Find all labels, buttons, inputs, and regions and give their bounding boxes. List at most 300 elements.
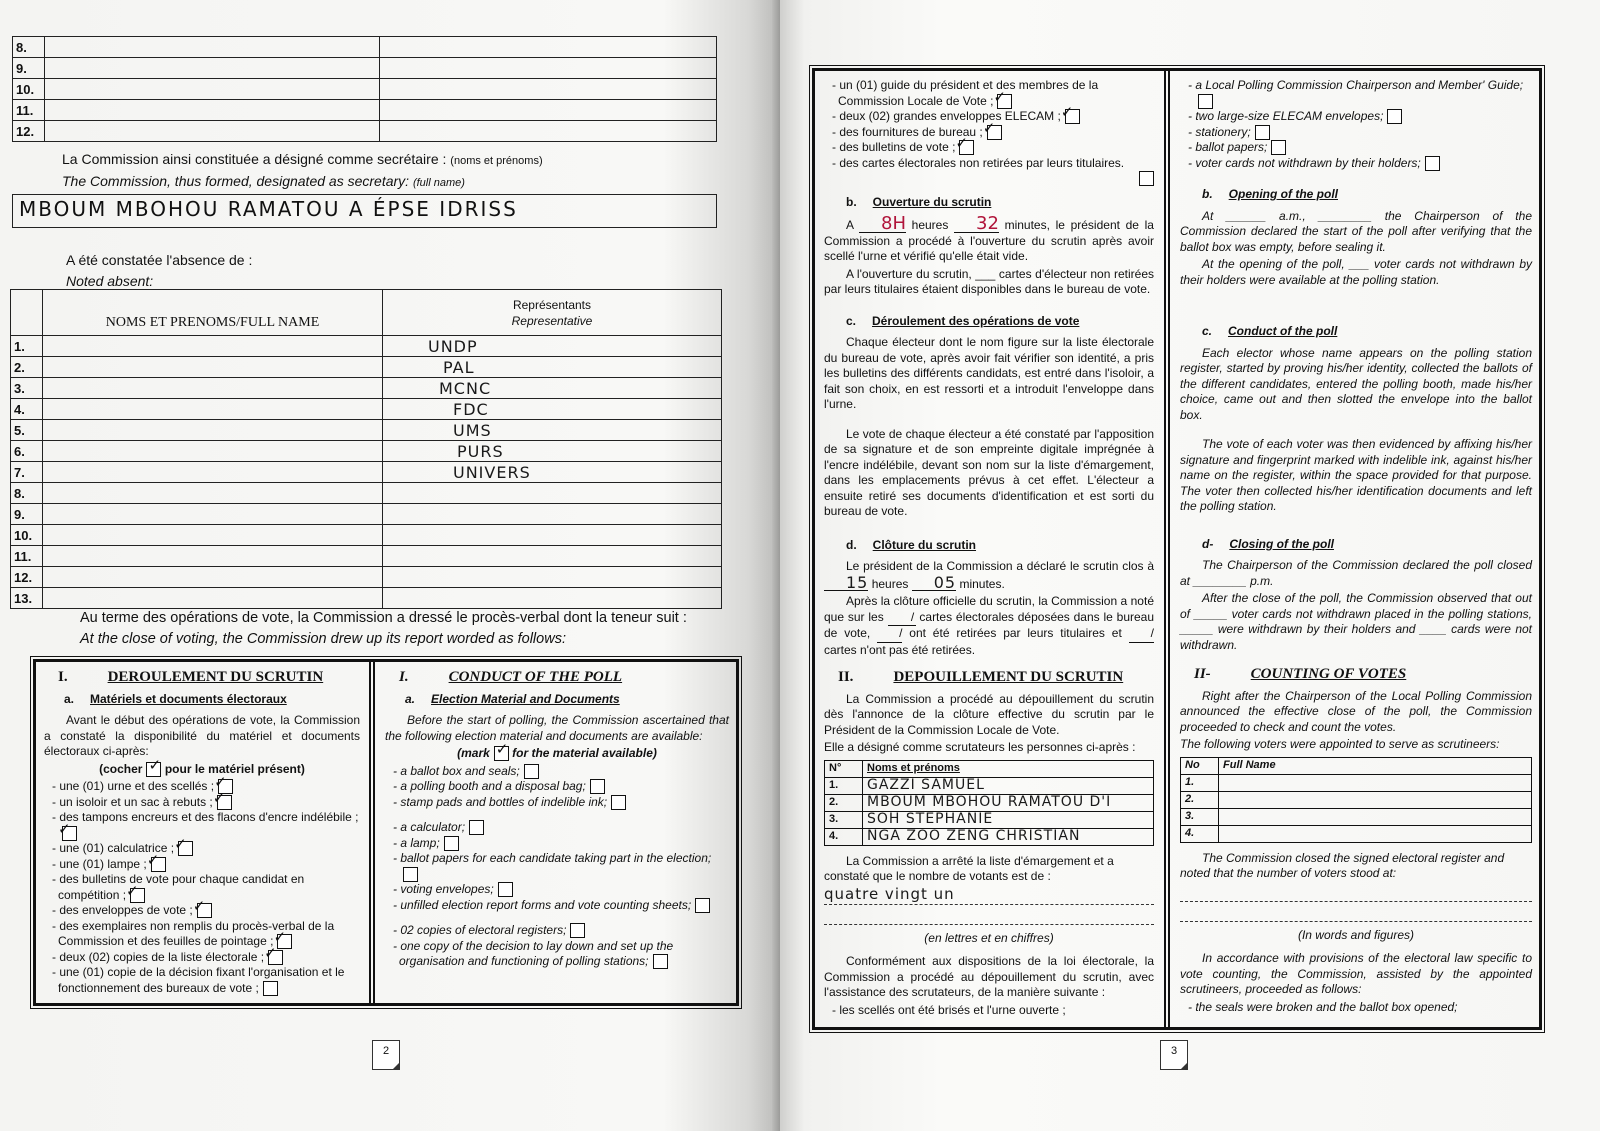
checklist-item	[391, 820, 729, 836]
checkbox[interactable]	[197, 903, 212, 918]
absent-table	[10, 289, 722, 609]
table-row	[13, 37, 717, 58]
section-number: I.	[58, 669, 68, 685]
checkbox[interactable]	[498, 882, 513, 897]
closing-paragraph-1	[824, 559, 1154, 592]
scrutineer-name[interactable]	[1219, 791, 1532, 808]
scrutineer-name[interactable]	[1219, 774, 1532, 791]
item-label: - one copy of the decision to lay down and set up the organisation and functioning of polling stations;	[393, 938, 674, 968]
counting-paragraph-3: The Commission closed the signed electoral register and noted that the number of voters stood at:	[1180, 850, 1505, 880]
item-label: - 02 copies of electoral registers;	[393, 923, 567, 937]
voters-count-line-2	[1180, 904, 1532, 922]
item-label: - une (01) copie de la décision fixant l'organisation et le fonctionnement des bureaux de vote ;	[52, 965, 345, 995]
table-row	[11, 399, 722, 420]
checkbox[interactable]	[1198, 94, 1213, 109]
closing-paragraph-2: After the close of the poll, the Commission observed that out of _____ voter cards not withdrawn placed in the polling stations, _____ were withdrawn by their holders and ____ cards were not withdrawn.	[1180, 591, 1532, 652]
item-label: - deux (02) grandes enveloppes ELECAM ;	[832, 109, 1061, 123]
checkbox[interactable]	[403, 867, 418, 882]
conduct-paragraph-1: Each elector whose name appears on the polling station register, started by proving his/her identity, collected the ballots of the different candidates, entered the polling booth, made his/her choice, came out and then slotted the envelope into the ballot box.	[1180, 345, 1532, 422]
cards-not-withdrawn-field[interactable]: /	[1129, 626, 1154, 643]
subsection-letter: d.	[846, 537, 857, 552]
table-header	[1181, 757, 1532, 774]
scrutineer-name[interactable]: SOH STEPHANIE	[863, 811, 1154, 828]
row-number: 13.	[11, 588, 43, 609]
counting-paragraph-5: - les scellés ont été brisés et l'urne ouverte ;	[832, 1002, 1066, 1017]
checkbox[interactable]	[263, 981, 278, 996]
checkbox[interactable]	[611, 795, 626, 810]
opening-hours-field[interactable]: 8H	[859, 216, 906, 233]
item-label: - une (01) urne et des scellés ;	[52, 779, 215, 793]
checkbox[interactable]	[695, 898, 710, 913]
checklist-item	[391, 779, 729, 795]
header-num	[11, 290, 43, 336]
row-number: 4.	[1181, 825, 1219, 842]
header-representative	[383, 290, 722, 336]
table-row	[11, 336, 722, 357]
checklist-item	[1186, 156, 1532, 172]
item-label: - a lamp;	[393, 835, 440, 850]
row-number: 3.	[11, 378, 43, 399]
row-number: 3.	[825, 811, 863, 828]
table-row	[11, 525, 722, 546]
item-label: - un isoloir et un sac à rebuts ;	[52, 794, 213, 809]
checklist-item	[391, 939, 729, 970]
row-number: 8.	[13, 37, 45, 58]
counting-paragraph-2: The following voters were appointed to serve as scrutineers:	[1180, 737, 1500, 751]
name-cell	[45, 58, 380, 79]
subsection-letter: c.	[846, 313, 857, 328]
section-title	[399, 670, 729, 686]
subsection-title-text: Déroulement des opérations de vote	[872, 313, 1080, 328]
item-label: - stamp pads and bottles of indelible ink;	[393, 794, 608, 809]
closing-intro-en: At the close of voting, the Commission drew up its report worded as follows:	[80, 631, 566, 647]
name-cell	[43, 462, 383, 483]
checkbox[interactable]	[130, 888, 145, 903]
header-name: Full Name	[1219, 757, 1532, 774]
counting-paragraph-4: Conformément aux dispositions de la loi électorale, la Commission a procédé au dépouillement du scrutin, avec l'assistance des scrutateurs, de la manière suivante :	[824, 954, 1154, 999]
scrutineers-table	[824, 760, 1154, 846]
checklist-item	[50, 857, 360, 873]
item-label: - voter cards not withdrawn by their holders;	[1188, 155, 1421, 170]
representative-cell: FDC	[383, 399, 722, 420]
item-label: - a ballot box and seals;	[393, 763, 520, 778]
header-num: N°	[825, 760, 863, 777]
scrutineer-name[interactable]	[1219, 825, 1532, 842]
cards-deposited-field[interactable]: /	[888, 610, 916, 627]
item-label: - une (01) lampe ;	[52, 856, 147, 871]
checkbox[interactable]	[1065, 109, 1080, 124]
checklist-item	[391, 851, 729, 882]
checkbox[interactable]	[277, 934, 292, 949]
text: minutes.	[959, 576, 1005, 591]
section-i-en	[377, 662, 737, 976]
checkbox[interactable]	[62, 826, 77, 841]
row-number: 2.	[11, 357, 43, 378]
representative-cell: UMS	[383, 420, 722, 441]
closing-intro-fr: Au terme des opérations de vote, la Commission a dressé le procès-verbal dont la teneur suit :	[80, 610, 687, 626]
section-title-text: COUNTING OF VOTES	[1250, 666, 1407, 682]
row-number: 1.	[11, 336, 43, 357]
text: minutes, le président de la Commission a procédé à l'ouverture du scrutin après avoir scellé l'urne et vérifié qu'elle était vide.	[824, 218, 1154, 263]
representative-cell	[383, 504, 722, 525]
section-title	[1194, 667, 1532, 683]
item-label: - un (01) guide du président et des membres de la Commission Locale de Vote ;	[832, 78, 1099, 108]
section-title-text: DEPOUILLEMENT DU SCRUTIN	[893, 669, 1124, 685]
subsection-title	[1202, 537, 1532, 553]
name-cell	[45, 79, 380, 100]
value-cell	[380, 79, 717, 100]
scrutineer-name[interactable]: MBOUM MBOHOU RAMATOU D'I	[863, 794, 1154, 811]
right-en-column	[1172, 72, 1540, 1023]
subsection-title-text: Conduct of the poll	[1228, 324, 1338, 338]
item-label: - des bulletins de vote ;	[832, 140, 956, 154]
subsection-title-text: Election Material and Documents	[431, 691, 620, 706]
checkbox[interactable]	[151, 857, 166, 872]
closing-minutes-field[interactable]: 05	[912, 575, 956, 592]
item-label: - a Local Polling Commission Chairperson and Member' Guide;	[1188, 78, 1524, 92]
checklist-item	[391, 898, 729, 914]
checklist-item	[50, 779, 360, 795]
name-cell	[43, 504, 383, 525]
name-cell	[43, 483, 383, 504]
name-cell	[43, 420, 383, 441]
text: A	[846, 218, 854, 232]
checkbox[interactable]	[268, 950, 283, 965]
counting-paragraph-4: In accordance with provisions of the electoral law specific to vote counting, the Commission, assisted by the appointed scrutineers, proceeded as follows:	[1180, 951, 1532, 996]
conduct-paragraph-2: Le vote de chaque électeur a été constaté par l'apposition de sa signature et de son empreinte digitale imprégnée à l'encre indélébile, devant son nom sur la liste d'émargement, dans les emplacements prévus à cet effet. L'électeur a ensuite retiré ses documents d'identification et est sorti du bureau de vote.	[824, 426, 1154, 518]
instruction-pre: (cocher	[99, 761, 143, 776]
table-row	[11, 378, 722, 399]
text: Le président de la Commission a déclaré le scrutin clos à	[846, 559, 1154, 573]
section-i-fr	[36, 662, 368, 1002]
column-divider	[1164, 71, 1170, 1027]
checkbox-sample-icon	[146, 762, 161, 777]
table-row	[11, 441, 722, 462]
checklist-item	[830, 156, 1154, 187]
table-row	[11, 357, 722, 378]
text: cartes n'ont pas été retirées.	[824, 642, 976, 657]
row-number: 2.	[825, 794, 863, 811]
subsection-letter: d-	[1202, 536, 1214, 551]
row-number: 12.	[13, 121, 45, 142]
section-number: II-	[1194, 666, 1211, 682]
instruction-pre: (mark	[457, 746, 490, 760]
checkbox[interactable]	[469, 820, 484, 835]
representative-cell: UNIVERS	[383, 462, 722, 483]
table-row	[825, 811, 1154, 828]
text: heures	[911, 218, 949, 232]
table-row	[1181, 808, 1532, 825]
text: Après la clôture officielle du scrutin, la Commission a noté que sur les	[824, 594, 1154, 624]
scrutineer-name[interactable]: NGA ZOO ZENG CHRISTIAN	[863, 828, 1154, 845]
representative-cell	[383, 525, 722, 546]
item-label: - des cartes électorales non retirées par leurs titulaires.	[832, 155, 1125, 170]
checklist-item	[830, 140, 1154, 156]
item-label: - des tampons encreurs et des flacons d'encre indélébile ;	[52, 810, 359, 824]
name-cell	[43, 546, 383, 567]
row-number: 2.	[1181, 791, 1219, 808]
subsection-letter: a.	[405, 691, 416, 706]
checklist-item	[1186, 125, 1532, 141]
checklist-item	[391, 764, 729, 780]
table-row	[13, 58, 717, 79]
row-number: 11.	[11, 546, 43, 567]
row-number: 1.	[1181, 774, 1219, 791]
page-number: 2	[372, 1040, 400, 1070]
item-label: - ballot papers for each candidate taking part in the election;	[393, 851, 712, 865]
item-label: - des bulletins de vote pour chaque candidat en compétition ;	[52, 872, 305, 902]
table-row	[1181, 774, 1532, 791]
item-label: - two large-size ELECAM envelopes;	[1188, 109, 1384, 123]
conduct-paragraph-2: The vote of each voter was then evidenced by affixing his/her signature and fingerprint marked with indelible ink, against his/her name on the register, within the space provided for that purpose. The voter then collected his/her identification documents and left the polling station.	[1180, 437, 1532, 513]
checklist-item	[391, 882, 729, 898]
closing-hours-field[interactable]: 15	[824, 575, 868, 592]
subsection-title	[1202, 187, 1532, 203]
row-number: 5.	[11, 420, 43, 441]
representative-cell: UNDP	[383, 336, 722, 357]
subsection-letter: c.	[1202, 324, 1213, 338]
words-figures-note: (en lettres et en chiffres)	[924, 930, 1054, 945]
label-text: The Commission, thus formed, designated as secretary:	[62, 173, 410, 189]
scrutineer-name[interactable]: GAZZI SAMUEL	[863, 777, 1154, 794]
header-rep-en: Representative	[511, 313, 593, 328]
checkbox[interactable]	[997, 94, 1012, 109]
item-label: - des exemplaires non remplis du procès-verbal de la Commission et des feuilles de pointage ;	[52, 918, 335, 948]
representative-cell: MCNC	[383, 378, 722, 399]
value-cell	[380, 58, 717, 79]
cards-withdrawn-field[interactable]: /	[877, 626, 902, 643]
name-cell	[43, 357, 383, 378]
voters-count-field[interactable]	[1180, 884, 1532, 902]
row-number: 9.	[11, 504, 43, 525]
representative-cell	[383, 588, 722, 609]
section-title-text: CONDUCT OF THE POLL	[448, 669, 623, 685]
subsection-title-text: Opening of the poll	[1228, 187, 1338, 201]
representative-cell: PAL	[383, 357, 722, 378]
table-row	[13, 121, 717, 142]
secretary-name-field[interactable]: MBOUM MBOHOU RAMATOU A ÉPSE IDRISS	[12, 194, 717, 228]
table-row	[11, 546, 722, 567]
item-label: - des fournitures de bureau ;	[832, 124, 983, 139]
table-header	[11, 290, 722, 336]
page-number: 3	[1160, 1040, 1188, 1070]
subsection-title	[64, 692, 360, 708]
secretary-label-en	[62, 172, 465, 192]
table-row	[13, 79, 717, 100]
checklist-item	[50, 903, 360, 919]
checklist-item	[830, 78, 1154, 109]
opening-paragraph-1: At ______ a.m., ________ the Chairperson of the Commission declared the start of the poll after verifying that the ballot box was empty, before sealing it.	[1180, 208, 1532, 254]
row-number: 7.	[11, 462, 43, 483]
checklist-item	[50, 795, 360, 811]
checkbox[interactable]	[217, 795, 232, 810]
name-cell	[45, 37, 380, 58]
section-number: I.	[399, 669, 409, 685]
checkbox[interactable]	[987, 125, 1002, 140]
checkbox[interactable]	[1271, 140, 1286, 155]
name-cell	[43, 378, 383, 399]
representative-cell	[383, 567, 722, 588]
header-rep-fr: Représentants	[512, 297, 592, 312]
checkbox[interactable]	[1139, 171, 1154, 186]
checkbox[interactable]	[1387, 109, 1402, 124]
subsection-title	[1202, 324, 1532, 340]
row-number: 10.	[11, 525, 43, 546]
conduct-paragraph-1: Chaque électeur dont le nom figure sur la liste électorale du bureau de vote, après avoir fait vérifier son identité, a pris les bulletins des différents candidats, est entré dans l'isoloir, a fait son choix, en est ressorti et a introduit l'enveloppe dans l'urne.	[824, 335, 1154, 411]
row-number: 1.	[825, 777, 863, 794]
opening-minutes-field[interactable]: 32	[954, 216, 999, 233]
checkbox[interactable]	[444, 836, 459, 851]
subsection-letter: b.	[1202, 187, 1213, 201]
secretary-label-fr	[62, 150, 543, 170]
checklist-item	[1186, 140, 1532, 156]
row-number: 10.	[13, 79, 45, 100]
closing-paragraph-1: The Chairperson of the Commission declared the poll closed at ________ p.m.	[1180, 558, 1532, 588]
item-label: - a calculator;	[393, 820, 466, 834]
checkbox[interactable]	[1255, 125, 1270, 140]
instruction-line	[44, 762, 360, 778]
item-label: - voting envelopes;	[393, 882, 494, 896]
absent-label-fr: A été constatée l'absence de :	[66, 252, 253, 268]
subsection-letter: b.	[846, 194, 857, 209]
row-number: 4.	[11, 399, 43, 420]
counting-paragraph-1: Right after the Chairperson of the Local Polling Commission announced the effective close of the poll, the Commission proceeded to check and count the votes.	[1180, 688, 1532, 734]
right-page	[780, 0, 1600, 1131]
table-row	[825, 777, 1154, 794]
name-cell	[43, 399, 383, 420]
row-number: 4.	[825, 828, 863, 845]
row-number: 9.	[13, 58, 45, 79]
checkbox[interactable]	[1425, 156, 1440, 171]
row-number: 6.	[11, 441, 43, 462]
name-cell	[43, 441, 383, 462]
name-cell	[43, 336, 383, 357]
row-number: 3.	[1181, 808, 1219, 825]
name-cell	[43, 525, 383, 546]
representative-cell	[383, 546, 722, 567]
checklist-item	[50, 950, 360, 966]
text: heures	[871, 576, 909, 591]
subsection-letter: a.	[64, 691, 75, 706]
table-row	[11, 483, 722, 504]
subsection-title	[405, 692, 729, 708]
opening-paragraph-2: A l'ouverture du scrutin, ___ cartes d'électeur non retirées par leurs titulaires étaient disponibles dans le bureau de vote.	[824, 266, 1154, 296]
table-row	[1181, 825, 1532, 842]
subsection-title-text: Ouverture du scrutin	[872, 194, 992, 209]
checkbox[interactable]	[178, 841, 193, 856]
item-label: - ballot papers;	[1188, 140, 1268, 154]
intro-paragraph: Avant le début des opérations de vote, la Commission a constaté la disponibilité du matériel et documents électoraux ci-après:	[44, 713, 360, 758]
section-title	[58, 670, 360, 686]
closing-paragraph-2	[824, 594, 1154, 658]
subsection-title	[846, 314, 1154, 330]
words-figures-note: (In words and figures)	[1297, 927, 1415, 942]
checklist-item	[50, 919, 360, 950]
checkbox[interactable]	[570, 923, 585, 938]
representative-cell	[383, 483, 722, 504]
checklist-item	[50, 965, 360, 996]
header-full-name: NOMS ET PRENOMS/FULL NAME	[43, 290, 383, 336]
name-cell	[43, 588, 383, 609]
subsection-title	[846, 538, 1154, 554]
voters-count-field[interactable]: quatre vingt un	[824, 887, 1154, 905]
item-label: - des enveloppes de vote ;	[52, 903, 193, 917]
label-note: (noms et prénoms)	[450, 155, 543, 167]
label-text: La Commission ainsi constituée a désigné comme secrétaire :	[62, 151, 447, 167]
opening-paragraph-1	[824, 213, 1154, 265]
counting-paragraph-2: Elle a désigné comme scrutateurs les personnes ci-après :	[824, 740, 1136, 754]
checkbox-sample-icon	[494, 746, 509, 761]
label-note: (full name)	[412, 177, 465, 189]
checklist-item	[50, 810, 360, 841]
subsection-title-text: Clôture du scrutin	[872, 537, 977, 552]
section-number: II.	[838, 669, 854, 685]
table-row	[13, 100, 717, 121]
item-label: - une (01) calculatrice ;	[52, 841, 175, 855]
table-header	[825, 760, 1154, 777]
voters-count-line-2	[824, 907, 1154, 925]
checklist-item	[391, 836, 729, 852]
checklist-item	[1186, 78, 1532, 109]
table-row	[11, 420, 722, 441]
checkbox[interactable]	[524, 764, 539, 779]
scrutineers-table	[1180, 757, 1532, 843]
members-table-continued	[12, 36, 717, 142]
intro-paragraph: Before the start of polling, the Commission ascertained that the following election material and documents are available:	[385, 713, 729, 743]
value-cell	[380, 37, 717, 58]
item-label: - unfilled election report forms and vote counting sheets;	[393, 897, 692, 912]
table-row	[1181, 791, 1532, 808]
name-cell	[43, 567, 383, 588]
section-title	[838, 670, 1154, 686]
absent-label-en: Noted absent:	[66, 273, 154, 289]
subsection-title	[846, 195, 1154, 211]
table-row	[11, 504, 722, 525]
checklist-item	[1186, 109, 1532, 125]
subsection-title-text: Matériels et documents électoraux	[90, 691, 287, 706]
header-name: Noms et prénoms	[863, 760, 1154, 777]
text: cartes électorales déposées dans le bureau de vote,	[824, 609, 1155, 640]
checkbox[interactable]	[590, 779, 605, 794]
row-number: 8.	[11, 483, 43, 504]
left-page	[0, 0, 780, 1131]
representative-cell: PURS	[383, 441, 722, 462]
name-cell	[45, 121, 380, 142]
text: ont été retirées par leurs titulaires et	[909, 626, 1122, 640]
item-label: - stationery;	[1188, 124, 1251, 139]
table-row	[825, 828, 1154, 845]
row-number: 11.	[13, 100, 45, 121]
item-label: - a polling booth and a disposal bag;	[393, 779, 586, 793]
value-cell	[380, 100, 717, 121]
table-row	[825, 794, 1154, 811]
opening-paragraph-2: At the opening of the poll, ___ voter cards not withdrawn by their holders were available at the polling station.	[1180, 257, 1532, 287]
right-fr-column	[816, 72, 1162, 1026]
row-number: 12.	[11, 567, 43, 588]
table-row	[11, 462, 722, 483]
subsection-title-text: Closing of the poll	[1229, 536, 1334, 551]
item-label: - deux (02) copies de la liste électorale ;	[52, 949, 265, 964]
instruction-post: for the material available)	[512, 746, 657, 760]
checkbox[interactable]	[959, 140, 974, 155]
checkbox[interactable]	[653, 954, 668, 969]
checklist-item	[50, 841, 360, 857]
scrutineer-name[interactable]	[1219, 808, 1532, 825]
section-title-text: DEROULEMENT DU SCRUTIN	[107, 669, 324, 685]
instruction-line	[385, 746, 729, 762]
table-row	[11, 567, 722, 588]
column-divider	[369, 662, 375, 1003]
